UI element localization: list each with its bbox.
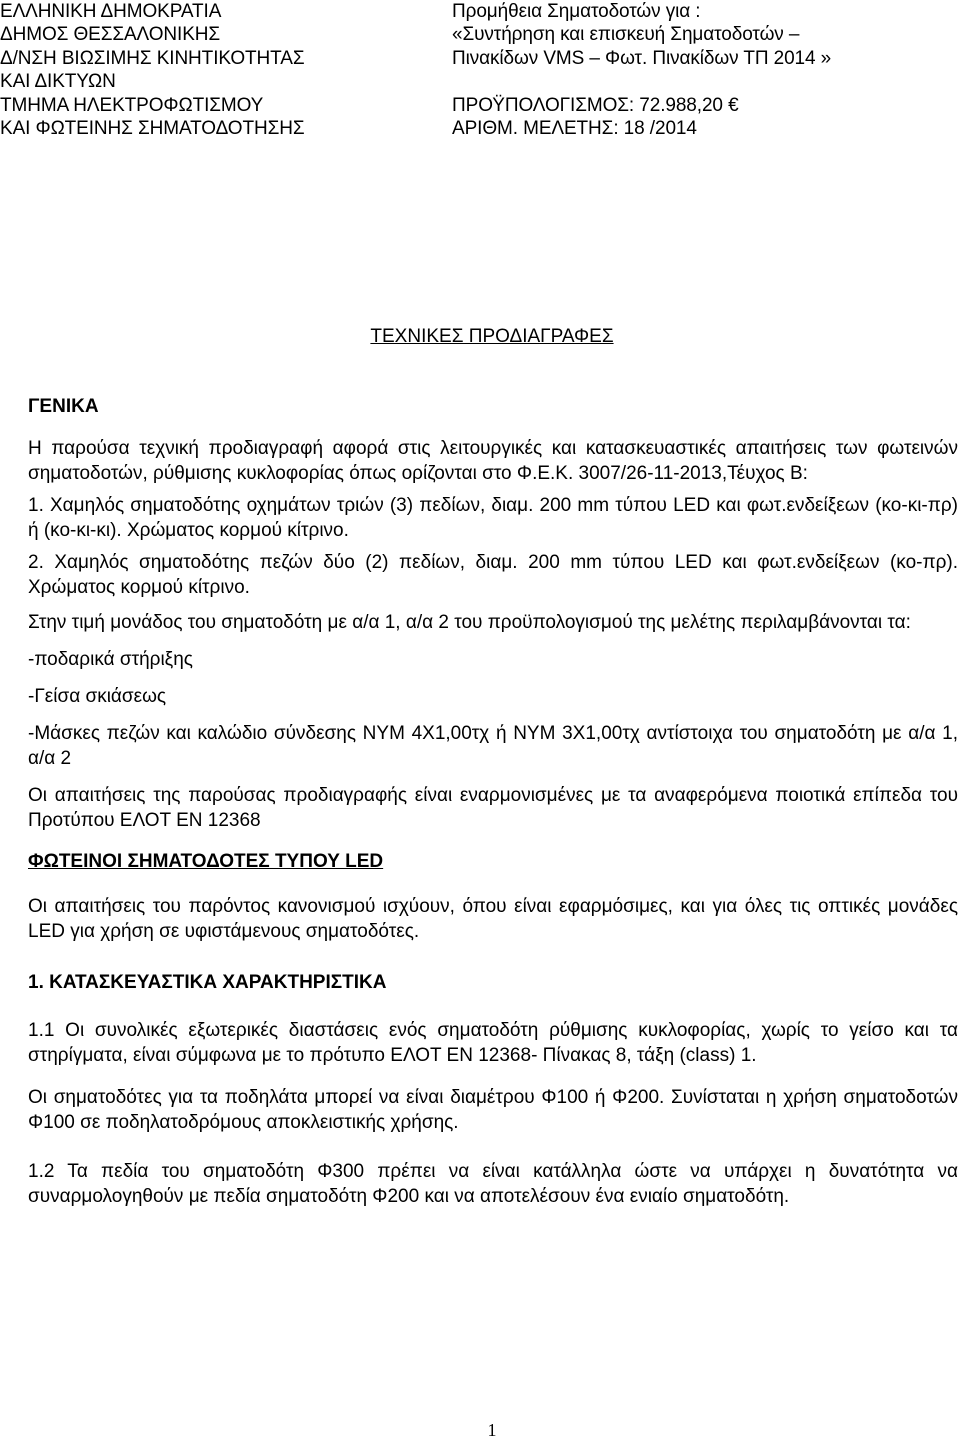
elot-paragraph: Οι απαιτήσεις της παρούσας προδιαγραφής είναι εναρμονισμένες με τα αναφερόμενα ποιοτικά επίπεδα του Προτύπου ΕΛΟΤ ΕΝ 12368 <box>28 785 958 831</box>
authority-line-6: ΚΑΙ ΦΩΤΕΙΝΗΣ ΣΗΜΑΤΟΔΟΤΗΣΗΣ <box>0 118 305 140</box>
item-2: 2. Χαμηλός σηματοδότης πεζών δύο (2) πεδίων, διαμ. 200 mm τύπου LED και φωτ.ενδείξεων (κο-πρ). Χρώματος κορμού κίτρινο. <box>28 552 958 598</box>
authority-line-4: ΚΑΙ ΔΙΚΤΥΩΝ <box>0 71 116 93</box>
document-title: ΤΕΧΝΙΚΕΣ ΠΡΟΔΙΑΓΡΑΦΕΣ <box>370 326 614 347</box>
led-paragraph: Οι απαιτήσεις του παρόντος κανονισμού ισχύουν, όπου είναι εφαρμόσιμες, και για όλες τις οπτικές μονάδες LED για χρήση σε υφιστάμενους σηματοδότες. <box>28 896 958 942</box>
included-item-2: -Γείσα σκιάσεως <box>28 686 167 707</box>
authority-block <box>0 0 440 140</box>
project-block <box>452 0 952 140</box>
project-line-3: Πινακίδων VMS – Φωτ. Πινακίδων ΤΠ 2014 » <box>452 47 832 69</box>
led-heading: ΦΩΤΕΙΝΟΙ ΣΗΜΑΤΟΔΟΤΕΣ ΤΥΠΟΥ LED <box>28 851 384 872</box>
construction-heading: 1. ΚΑΤΑΣΚΕΥΑΣΤΙΚΑ ΧΑΡΑΚΤΗΡΙΣΤΙΚΑ <box>28 972 387 993</box>
project-line-2: «Συντήρηση και επισκευή Σηματοδοτών – <box>452 24 800 46</box>
bicycle-paragraph: Οι σηματοδότες για τα ποδηλάτα μπορεί να είναι διαμέτρου Φ100 ή Φ200. Συνίσταται η χρήση σηματοδοτών Φ100 σε ποδηλατοδρόμους αποκλειστικής χρήσης. <box>28 1087 958 1133</box>
authority-line-1: ΕΛΛΗΝΙΚΗ ΔΗΜΟΚΡΑΤΙΑ <box>0 1 222 22</box>
project-line-1: Προμήθεια Σηματοδοτών για : <box>452 1 701 22</box>
price-paragraph: Στην τιμή μονάδος του σηματοδότη με α/α 1, α/α 2 του προϋπολογισμού της μελέτης περιλαμβάνονται τα: <box>28 612 911 633</box>
general-heading: ΓΕΝΙΚΑ <box>28 396 99 417</box>
authority-line-3: Δ/ΝΣΗ ΒΙΩΣΙΜΗΣ ΚΙΝΗΤΙΚΟΤΗΤΑΣ <box>0 47 305 69</box>
project-line-blank <box>452 70 952 93</box>
budget-line: ΠΡΟΫΠΟΛΟΓΙΣΜΟΣ: 72.988,20 € <box>452 94 739 116</box>
page-number: 1 <box>487 1420 497 1440</box>
authority-line-5: ΤΜΗΜΑ ΗΛΕΚΤΡΟΦΩΤΙΣΜΟΥ <box>0 94 264 116</box>
included-item-3: -Μάσκες πεζών και καλώδιο σύνδεσης NYM 4Χ1,00τχ ή NYM 3Χ1,00τχ αντίστοιχα του σηματοδότη με α/α 1, α/α 2 <box>28 723 958 769</box>
document-header <box>0 0 960 150</box>
document-body <box>28 396 958 1209</box>
paragraph-1-2: 1.2 Τα πεδία του σηματοδότη Φ300 πρέπει να είναι κατάλληλα ώστε να υπάρχει η δυνατότητα να συναρμολογηθούν με πεδία σηματοδότη Φ200 και να αποτελέσουν ένα ενιαίο σηματοδότη. <box>28 1161 958 1207</box>
authority-line-2: ΔΗΜΟΣ ΘΕΣΣΑΛΟΝΙΚΗΣ <box>0 24 221 46</box>
general-paragraph: Η παρούσα τεχνική προδιαγραφή αφορά στις λειτουργικές και κατασκευαστικές απαιτήσεις των φωτεινών σηματοδοτών, ρύθμισης κυκλοφορίας όπως ορίζονται στο Φ.Ε.Κ. 3007/26-11-2013,Τέυχος Β: <box>28 438 958 484</box>
item-1: 1. Χαμηλός σηματοδότης οχημάτων τριών (3) πεδίων, διαμ. 200 mm τύπου LED και φωτ.ενδείξεων (κο-κι-πρ) ή (κο-κι-κι). Χρώματος κορμού κίτρινο. <box>28 495 958 541</box>
included-item-1: -ποδαρικά στήριξης <box>28 649 193 670</box>
study-number-line: ΑΡΙΘΜ. ΜΕΛΕΤΗΣ: 18 /2014 <box>452 118 697 140</box>
paragraph-1-1: 1.1 Οι συνολικές εξωτερικές διαστάσεις ενός σηματοδότη ρύθμισης κυκλοφορίας, χωρίς το γείσο και τα στηρίγματα, είναι σύμφωνα με το πρότυπο ΕΛΟΤ ΕΝ 12368- Πίνακας 8, τάξη (class) 1. <box>28 1020 958 1066</box>
